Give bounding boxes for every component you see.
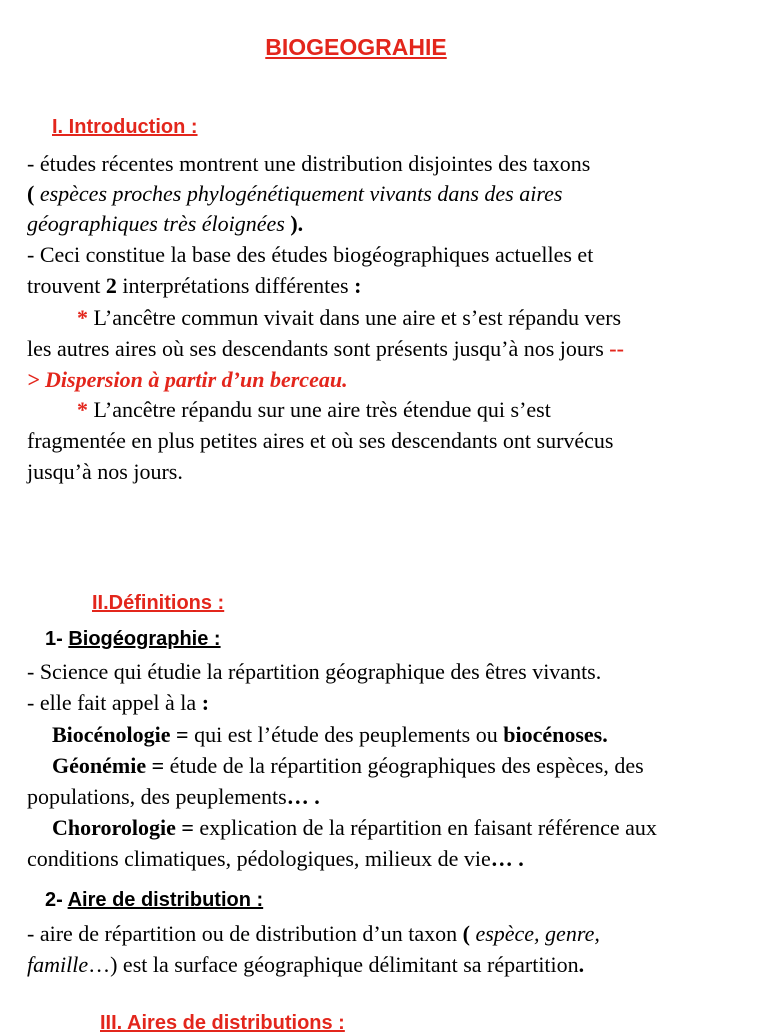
intro-line-8: > Dispersion à partir d’un berceau. (27, 367, 348, 392)
def-line-geonemie: Géonémie = étude de la répartition géographiques des espèces, des (52, 753, 644, 778)
intro-line-6: * L’ancêtre commun vivait dans une aire et s’est répandu vers (77, 305, 622, 330)
intro-line-5: trouvent 2 interprétations différentes : (27, 273, 362, 298)
def-line-5: populations, des peuplements… . (27, 784, 320, 809)
intro-line-9: * L’ancêtre répandu sur une aire très étendue qui s’est (77, 397, 551, 422)
aire-line-1: - aire de répartition ou de distribution d’un taxon ( espèce, genre, (27, 921, 600, 946)
def-line-chororologie: Chororologie = explication de la répartition en faisant référence aux (52, 815, 657, 840)
section-heading-aires-distributions: III. Aires de distributions : (100, 1012, 345, 1034)
intro-line-2: ( espèces proches phylogénétiquement vivants dans des aires (27, 181, 563, 206)
section-heading-definitions: II.Définitions : (92, 592, 225, 614)
def-line-1: - Science qui étudie la répartition géographique des êtres vivants. (27, 659, 602, 684)
def-line-biocenologie: Biocénologie = qui est l’étude des peuplements ou biocénoses. (52, 722, 608, 747)
document-title: BIOGEOGRAHIE (265, 34, 447, 60)
intro-line-1: - études récentes montrent une distribution disjointes des taxons (27, 151, 591, 176)
aire-line-2: famille…) est la surface géographique délimitant sa répartition. (27, 952, 585, 977)
intro-line-7: les autres aires où ses descendants sont présents jusqu’à nos jours -- (27, 336, 624, 361)
subsection-heading-biogeographie: 1- Biogéographie : (45, 628, 221, 650)
intro-line-10: fragmentée en plus petites aires et où ses descendants ont survécus (27, 428, 614, 453)
subsection-heading-aire-de-distribution: 2- Aire de distribution : (45, 889, 264, 911)
intro-line-4: - Ceci constitue la base des études biogéographiques actuelles et (27, 242, 594, 267)
section-heading-introduction: I. Introduction : (52, 116, 198, 138)
intro-line-11: jusqu’à nos jours. (27, 459, 183, 484)
def-line-7: conditions climatiques, pédologiques, milieux de vie… . (27, 846, 524, 871)
intro-line-3: géographiques très éloignées ). (27, 211, 304, 236)
def-line-2: - elle fait appel à la : (27, 690, 210, 715)
